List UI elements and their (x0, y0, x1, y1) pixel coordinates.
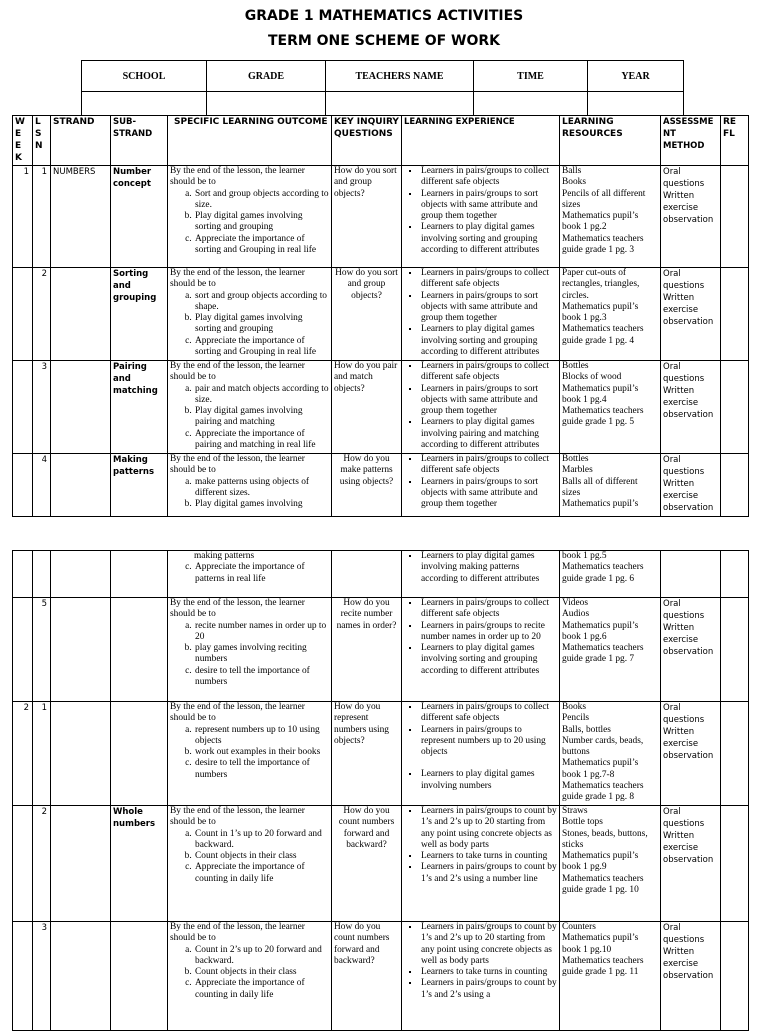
resource-item: Mathematics pupil’s book 1 pg.2 (562, 211, 639, 233)
resource-item: Mathematics pupil’s book 1 pg.7-8 (562, 758, 639, 780)
experience-cell (402, 598, 560, 702)
outcome-item: b. Play digital games involving sorting and grouping (194, 211, 329, 234)
outcome-header: SPECIFIC LEARNING OUTCOME (168, 116, 332, 166)
outcome-item: a. Count in 1’s up to 20 forward and backward. (194, 829, 329, 852)
resource-item: Bottles (562, 361, 589, 371)
outcome-cell (168, 598, 332, 702)
outcome-item: a. pair and match objects according to size. (194, 384, 329, 407)
lesson-cell: 5 (33, 598, 51, 702)
outcome-list (170, 621, 329, 689)
resource-item: Bottles (562, 454, 589, 464)
experience-item: ▪ Learners to play digital games involving sorting and grouping according to different attributes (420, 324, 557, 358)
resource-item: Mathematics pupil’s book 1 pg.4 (562, 383, 639, 405)
experience-list (404, 361, 557, 451)
outcome-item: a. represent numbers up to 10 using objects (194, 725, 329, 748)
lesson-cell (33, 551, 51, 598)
resource-item: Mathematics pupil’s (562, 499, 639, 510)
resource-item: Paper cut-outs of rectangles, triangles, circles. (562, 268, 640, 301)
experience-list (404, 551, 557, 585)
experience-item: ▪ Learners to play digital games involving making patterns according to different attributes (420, 551, 557, 585)
outcome-cell (168, 166, 332, 268)
reflection-cell (721, 922, 749, 1031)
experience-cell (402, 551, 560, 598)
outcome-item: b. Count objects in their class (194, 851, 329, 862)
week-cell (13, 361, 33, 454)
resource-item: Bottle tops (562, 817, 603, 828)
experience-item: ▪ Learners in pairs/groups to count by 1’s and 2’s using a number line (420, 862, 557, 885)
inquiry-question-cell: How do you pair and match objects? (332, 361, 402, 454)
resources-cell (560, 361, 661, 454)
assessment-cell: Oral questions Written exercise observation (661, 702, 721, 806)
outcome-intro: By the end of the lesson, the learner should be to (170, 702, 305, 724)
experience-item: ▪ Learners in pairs/groups to collect different safe objects (420, 454, 557, 477)
resources-cell (560, 551, 661, 598)
scheme-table-page-1 (12, 115, 749, 517)
school-value (82, 92, 207, 116)
outcome-list (170, 829, 329, 885)
year-header: YEAR (588, 61, 684, 92)
time-header: TIME (474, 61, 588, 92)
outcome-item: a. recite number names in order up to 20 (194, 621, 329, 644)
resource-item: Books (562, 702, 586, 712)
outcome-item: c. Appreciate the importance of counting in daily life (194, 862, 329, 885)
outcome-intro: By the end of the lesson, the learner should be to (170, 361, 305, 383)
inquiry-question-cell: How do you sort and group objects? (332, 166, 402, 268)
substrand-cell: Whole numbers (111, 806, 168, 922)
experience-cell (402, 702, 560, 806)
table-row (13, 454, 749, 517)
inquiry-question-cell: How do you represent numbers using objects? (332, 702, 402, 806)
resources-header: LEARNING RESOURCES (560, 116, 661, 166)
strand-cell (51, 454, 111, 517)
resource-item: Pencils (562, 713, 590, 724)
resources-cell (560, 268, 661, 361)
inquiry-question-cell: How do you count numbers forward and backward? (332, 806, 402, 922)
experience-list (404, 702, 557, 792)
outcome-item: b. work out examples in their books (194, 747, 329, 758)
resource-item: Mathematics teachers guide grade 1 pg. 5 (562, 406, 644, 428)
week-cell (13, 454, 33, 517)
week-cell: 2 (13, 702, 33, 806)
substrand-cell (111, 551, 168, 598)
experience-item: ▪ Learners in pairs/groups to collect different safe objects (420, 166, 557, 189)
experience-item: ▪ Learners to play digital games involving sorting and grouping according to different attributes (420, 643, 557, 677)
experience-item: ▪ Learners in pairs/groups to sort objects with same attribute and group them together (420, 189, 557, 223)
outcome-cell (168, 702, 332, 806)
experience-item: ▪ Learners in pairs/groups to sort objects with same attribute and group them together (420, 291, 557, 325)
assessment-cell: Oral questions Written exercise observation (661, 598, 721, 702)
week-cell: 1 (13, 166, 33, 268)
assessment-cell: Oral questions Written exercise observation (661, 166, 721, 268)
resource-item: Pencils of all different sizes (562, 188, 646, 210)
substrand-cell: Pairing and matching (111, 361, 168, 454)
time-value (474, 92, 588, 116)
document-subtitle: TERM ONE SCHEME OF WORK (267, 33, 501, 49)
table-row (13, 806, 749, 922)
outcome-intro: By the end of the lesson, the learner should be to (170, 268, 305, 290)
table-row (13, 922, 749, 1031)
assessment-cell: Oral questions Written exercise observation (661, 922, 721, 1031)
lesson-cell: 2 (33, 806, 51, 922)
resource-item: Mathematics pupil’s book 1 pg.10 (562, 933, 639, 955)
lsn-header: L S N (33, 116, 51, 166)
resource-item: Mathematics teachers guide grade 1 pg. 6 (562, 562, 644, 584)
resource-item: Mathematics teachers guide grade 1 pg. 3 (562, 233, 644, 256)
resource-item: Blocks of wood (562, 372, 622, 383)
week-header: W E E K (13, 116, 33, 166)
assessment-cell (661, 551, 721, 598)
substrand-cell: Sorting and grouping (111, 268, 168, 361)
table-row (13, 361, 749, 454)
outcome-cell (168, 922, 332, 1031)
reflection-cell (721, 806, 749, 922)
outcome-intro: By the end of the lesson, the learner should be to (170, 922, 305, 944)
experience-item: ▪ Learners in pairs/groups to count by 1’s and 2’s using a (420, 978, 557, 1001)
inquiry-header: KEY INQUIRY QUESTIONS (332, 116, 402, 166)
resource-item: Mathematics teachers guide grade 1 pg. 4 (562, 324, 644, 346)
resource-item: Balls all of different sizes (562, 476, 638, 498)
inquiry-question-cell: How do you count numbers forward and backward? (332, 922, 402, 1031)
outcome-item: c. desire to tell the importance of numbers (194, 666, 329, 689)
outcome-item: b. Play digital games involving (194, 499, 329, 510)
experience-cell (402, 922, 560, 1031)
week-cell (13, 268, 33, 361)
resource-item: Mathematics pupil’s book 1 pg.6 (562, 620, 639, 642)
strand-cell (51, 551, 111, 598)
outcome-item: c. Appreciate the importance of pairing and matching in real life (194, 429, 329, 452)
resource-item: Straws (562, 806, 588, 816)
outcome-cell (168, 454, 332, 517)
inquiry-question-cell: How do you sort and group objects? (332, 268, 402, 361)
outcome-cell (168, 551, 332, 598)
table-row (13, 598, 749, 702)
experience-item: ▪ Learners in pairs/groups to collect different safe objects (420, 268, 557, 291)
assessment-header: ASSESSME NT METHOD (661, 116, 721, 166)
outcome-cell (168, 361, 332, 454)
strand-cell (51, 268, 111, 361)
reflection-cell (721, 166, 749, 268)
experience-list (404, 166, 557, 256)
outcome-cell (168, 806, 332, 922)
experience-item: ▪ Learners in pairs/groups to count by 1’s and 2’s up to 20 starting from any point using concrete objects as well as body parts (420, 806, 557, 851)
experience-item: ▪ Learners in pairs/groups to recite number names in order up to 20 (420, 621, 557, 644)
inquiry-question-cell: How do you recite number names in order? (332, 598, 402, 702)
outcome-list (170, 562, 329, 585)
outcome-item: c. Appreciate the importance of sorting and Grouping in real life (194, 336, 329, 359)
experience-item: ▪ Learners to play digital games involving numbers (420, 769, 557, 792)
outcome-intro: By the end of the lesson, the learner should be to (170, 806, 305, 828)
outcome-list (170, 945, 329, 1001)
reflection-cell (721, 268, 749, 361)
outcome-intro: By the end of the lesson, the learner should be to (170, 166, 305, 188)
outcome-item: b. Count objects in their class (194, 967, 329, 978)
outcome-item: b. Play digital games involving sorting and grouping (194, 313, 329, 336)
experience-item: ▪ Learners in pairs/groups to count by 1’s and 2’s up to 20 starting from any point using concrete objects as well as body parts (420, 922, 557, 967)
lesson-cell: 3 (33, 361, 51, 454)
outcome-item: b. play games involving reciting numbers (194, 643, 329, 666)
outcome-item: c. Appreciate the importance of sorting and Grouping in real life (194, 234, 329, 257)
experience-item: ▪ Learners to play digital games involving pairing and matching according to different attributes (420, 417, 557, 451)
substrand-cell (111, 702, 168, 806)
experience-item: ▪ Learners in pairs/groups to collect different safe objects (420, 702, 557, 725)
inquiry-question-cell (332, 551, 402, 598)
refl-header: RE FL (721, 116, 749, 166)
school-info-table (81, 60, 684, 116)
assessment-cell: Oral questions Written exercise observation (661, 806, 721, 922)
outcome-item: c. Appreciate the importance of counting in daily life (194, 978, 329, 1001)
outcome-list (170, 725, 329, 781)
resource-item: Stones, beads, buttons, sticks (562, 828, 648, 850)
resource-item: Counters (562, 922, 596, 932)
experience-header: LEARNING EXPERIENCE (402, 116, 560, 166)
table-row (13, 702, 749, 806)
outcome-item: c. Appreciate the importance of patterns in real life (194, 562, 329, 585)
outcome-continuation: making patterns (194, 551, 255, 561)
week-cell (13, 551, 33, 598)
resource-item: Videos (562, 598, 588, 608)
resource-item: Balls (562, 166, 582, 176)
outcome-item: a. Sort and group objects according to size. (194, 189, 329, 212)
outcome-item: a. sort and group objects according to shape. (194, 291, 329, 314)
strand-cell (51, 806, 111, 922)
resources-cell (560, 922, 661, 1031)
reflection-cell (721, 361, 749, 454)
resource-item: Mathematics teachers guide grade 1 pg. 7 (562, 643, 644, 665)
resource-item: Mathematics pupil’s book 1 pg.3 (562, 301, 639, 324)
year-value (588, 92, 684, 116)
lesson-cell: 1 (33, 702, 51, 806)
lesson-cell: 3 (33, 922, 51, 1031)
outcome-item: c. desire to tell the importance of numbers (194, 758, 329, 781)
experience-list (404, 598, 557, 677)
reflection-cell (721, 454, 749, 517)
experience-cell (402, 806, 560, 922)
experience-item: ▪ Learners in pairs/groups to collect different safe objects (420, 361, 557, 384)
substrand-cell: Number concept (111, 166, 168, 268)
outcome-intro: By the end of the lesson, the learner should be to (170, 454, 305, 476)
outcome-item: a. make patterns using objects of different sizes. (194, 477, 329, 500)
resources-cell (560, 454, 661, 517)
strand-cell (51, 922, 111, 1031)
resource-item: Balls, bottles (562, 724, 611, 735)
grade-value (207, 92, 326, 116)
strand-cell (51, 361, 111, 454)
strand-cell (51, 702, 111, 806)
table-row (13, 551, 749, 598)
table-row (13, 268, 749, 361)
resources-cell (560, 806, 661, 922)
experience-item: ▪ Learners in pairs/groups to sort objects with same attribute and group them together (420, 477, 557, 511)
substrand-cell (111, 922, 168, 1031)
outcome-list (170, 291, 329, 359)
lesson-cell: 2 (33, 268, 51, 361)
resource-item: Audios (562, 609, 590, 620)
week-cell (13, 806, 33, 922)
reflection-cell (721, 598, 749, 702)
grade-header: GRADE (207, 61, 326, 92)
substrand-header: SUB-STRAND (111, 116, 168, 166)
substrand-cell (111, 598, 168, 702)
scheme-table-page-2 (12, 550, 749, 1031)
resource-item: Books (562, 177, 586, 188)
outcome-list (170, 189, 329, 257)
resources-cell (560, 702, 661, 806)
document-title: GRADE 1 MATHEMATICS ACTIVITIES (244, 8, 524, 24)
resource-item: Mathematics teachers guide grade 1 pg. 11 (562, 955, 644, 978)
assessment-cell: Oral questions Written exercise observation (661, 268, 721, 361)
resource-item: Mathematics teachers guide grade 1 pg. 8 (562, 781, 644, 803)
resource-item: Number cards, beads, buttons (562, 735, 644, 758)
experience-item: ▪ Learners to play digital games involving sorting and grouping according to different attributes (420, 222, 557, 256)
table-row (13, 166, 749, 268)
school-header: SCHOOL (82, 61, 207, 92)
teachers-name-value (326, 92, 474, 116)
experience-cell (402, 454, 560, 517)
experience-list (404, 454, 557, 510)
outcome-intro: By the end of the lesson, the learner should be to (170, 598, 305, 620)
strand-cell: NUMBERS (51, 166, 111, 268)
substrand-cell: Making patterns (111, 454, 168, 517)
assessment-cell: Oral questions Written exercise observation (661, 454, 721, 517)
week-cell (13, 598, 33, 702)
lesson-cell: 4 (33, 454, 51, 517)
experience-item: ▪ Learners in pairs/groups to collect different safe objects (420, 598, 557, 621)
outcome-list (170, 384, 329, 452)
reflection-cell (721, 702, 749, 806)
week-cell (13, 922, 33, 1031)
experience-list (404, 922, 557, 1001)
experience-item: ▪ Learners to take turns in counting (420, 851, 557, 862)
experience-item: ▪ Learners to take turns in counting (420, 967, 557, 978)
experience-cell (402, 361, 560, 454)
inquiry-question-cell: How do you make patterns using objects? (332, 454, 402, 517)
resource-item: book 1 pg.5 (562, 551, 607, 561)
reflection-cell (721, 551, 749, 598)
outcome-item: b. Play digital games involving pairing and matching (194, 406, 329, 429)
outcome-list (170, 477, 329, 511)
resources-cell (560, 166, 661, 268)
strand-header: STRAND (51, 116, 111, 166)
resource-item: Mathematics pupil’s book 1 pg.9 (562, 851, 639, 873)
strand-cell (51, 598, 111, 702)
teachers-name-header: TEACHERS NAME (326, 61, 474, 92)
experience-cell (402, 268, 560, 361)
experience-list (404, 806, 557, 885)
experience-item: ▪ Learners in pairs/groups to sort objects with same attribute and group them together (420, 384, 557, 418)
outcome-item: a. Count in 2’s up to 20 forward and backward. (194, 945, 329, 968)
resource-item: Marbles (562, 465, 593, 476)
outcome-cell (168, 268, 332, 361)
experience-list (404, 268, 557, 358)
experience-item: ▪ Learners in pairs/groups to represent numbers up to 20 using objects (420, 725, 557, 759)
experience-cell (402, 166, 560, 268)
lesson-cell: 1 (33, 166, 51, 268)
resource-item: Mathematics teachers guide grade 1 pg. 10 (562, 873, 644, 896)
resources-cell (560, 598, 661, 702)
assessment-cell: Oral questions Written exercise observation (661, 361, 721, 454)
